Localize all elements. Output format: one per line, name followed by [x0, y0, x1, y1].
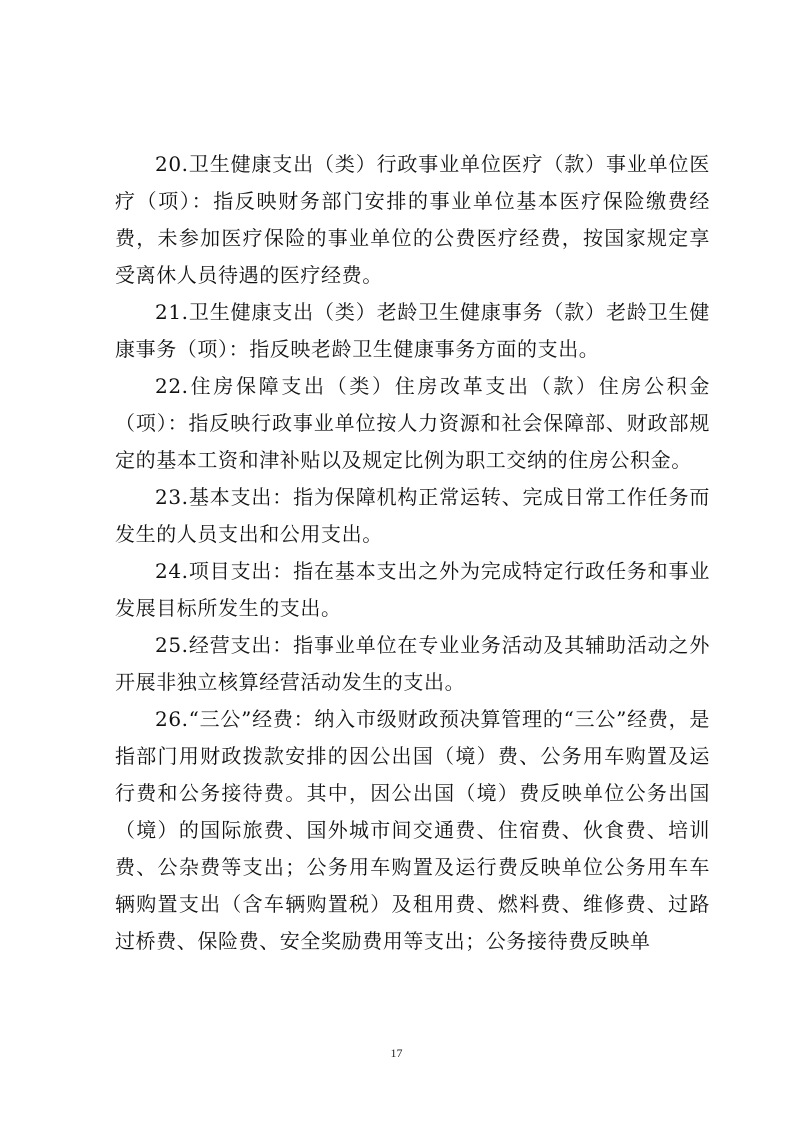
- page-number: 17: [390, 1046, 403, 1060]
- paragraph-26: 26.“三公”经费：纳入市级财政预决算管理的“三公”经费，是指部门用财政拨款安排的因公出国（境）费、公务用车购置及运行费和公务接待费。其中，因公出国（境）费反映单位公务出国（境）的国际旅费、国外城市间交通费、住宿费、伙食费、培训费、公杂费等支出；公务用车购置及运行费反映单位公务用车车辆购置支出（含车辆购置税）及租用费、燃料费、维修费、过路过桥费、保险费、安全奖励费用等支出；公务接待费反映单: [115, 707, 710, 953]
- paragraph-24: 24.项目支出：指在基本支出之外为完成特定行政任务和事业发展目标所发生的支出。: [115, 559, 710, 620]
- body-text: [115, 146, 710, 960]
- paragraph-25: 25.经营支出：指事业单位在专业业务活动及其辅助活动之外开展非独立核算经营活动发生的支出。: [115, 633, 710, 694]
- paragraph-23: 23.基本支出：指为保障机构正常运转、完成日常工作任务而发生的人员支出和公用支出。: [115, 485, 710, 546]
- paragraph-22: 22.住房保障支出（类）住房改革支出（款）住房公积金（项）：指反映行政事业单位按人力资源和社会保障部、财政部规定的基本工资和津补贴以及规定比例为职工交纳的住房公积金。: [115, 374, 710, 472]
- paragraph-20: 20.卫生健康支出（类）行政事业单位医疗（款）事业单位医疗（项）：指反映财务部门安排的事业单位基本医疗保险缴费经费，未参加医疗保险的事业单位的公费医疗经费，按国家规定享受离休人员待遇的医疗经费。: [115, 152, 710, 287]
- paragraph-21: 21.卫生健康支出（类）老龄卫生健康事务（款）老龄卫生健康事务（项）：指反映老龄卫生健康事务方面的支出。: [115, 300, 710, 361]
